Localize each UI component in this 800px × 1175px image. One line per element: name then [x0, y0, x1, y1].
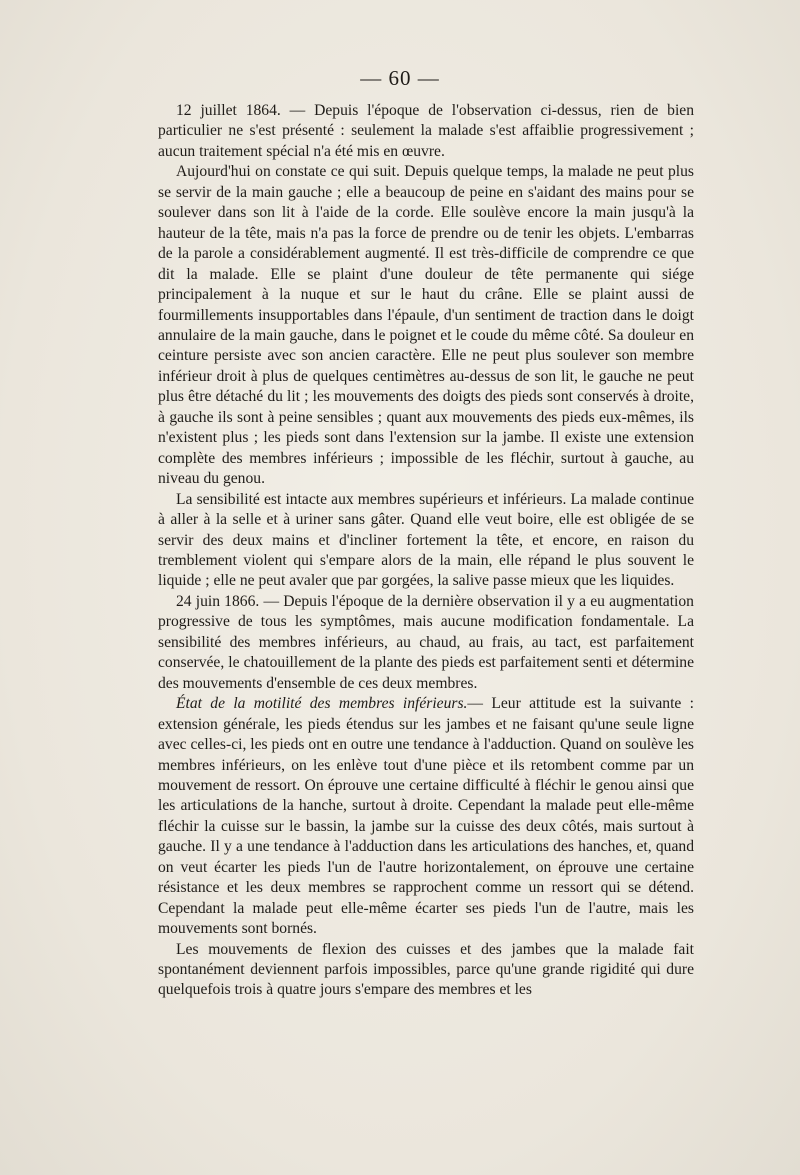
body-text	[158, 101, 694, 1001]
paragraph-entry-1864	[158, 101, 694, 162]
entry-date-1866: 24 juin 1866.	[176, 592, 260, 610]
paragraph-text: — Depuis l'époque de la dernière observation il y a eu augmentation progressive de tous les symptômes, mais aucune modification fondamentale. La sensibilité des membres inférieurs, au chaud, au frais, au tact, est parfaitement conservée, le chatouillement de la plante des pieds est parfaitement senti et détermine des mouvements d'ensemble de ces deux membres.	[158, 592, 694, 692]
paragraph-entry-1866	[158, 592, 694, 694]
paragraph-text: La sensibilité est intacte aux membres supérieurs et inférieurs. La malade continue à aller à la selle et à uriner sans gâter. Quand elle veut boire, elle est obligée de se servir des deux mains et d'incliner fortement la tête, et encore, en raison du tremblement violent qui s'empare alors de la main, elle répand le plus souvent le liquide ; elle ne peut avaler que par gorgées, la salive passe mieux que les liquides.	[158, 490, 694, 590]
entry-date-1864: 12 juillet 1864.	[176, 102, 281, 119]
paragraph-flexion	[158, 940, 694, 1001]
paragraph-text: — Depuis l'époque de l'observation ci-dessus, rien de bien particulier ne s'est présenté : seulement la malade s'est affaiblie progressivement ; aucun traitement spécial n'a été mis en œuvre.	[158, 102, 694, 160]
section-heading-motility: État de la motilité des membres inférieurs.	[176, 695, 468, 713]
paragraph-text: Les mouvements de flexion des cuisses et des jambes que la malade fait spontanément deviennent parfois impossibles, parce qu'une grande rigidité qui dure quelquefois trois à quatre jours s'empare des membres et les	[158, 940, 694, 999]
paragraph-text: Aujourd'hui on constate ce qui suit. Depuis quelque temps, la malade ne peut plus se servir de la main gauche ; elle a beaucoup de peine en s'aidant des mains pour se soulever dans son lit à l'aide de la corde. Elle soulève encore la main jusqu'à la hauteur de la tête, mais n'a pas la force de prendre ou de tenir les objets. L'embarras de la parole a considérablement augmenté. Il est très-difficile de comprendre ce que dit la malade. Elle se plaint d'une douleur de tête permanente qui siége principalement à la nuque et sur le haut du crâne. Elle se plaint aussi de fourmillements insupportables dans l'épaule, d'un sentiment de traction dans le doigt annulaire de la main gauche, dans le poignet et le coude du même côté. Sa douleur en ceinture persiste avec son ancien caractère. Elle ne peut plus soulever son membre inférieur droit à plus de quelques centimètres au-dessus de son lit, le gauche ne peut plus être détaché du lit ; les mouvements des doigts des pieds sont conservés à droite, à gauche ils sont à peine sensibles ; quant aux mouvements des pieds eux-mêmes, ils n'existent plus ; les pieds sont dans l'extension sur la jambe. Il existe une extension complète des membres inférieurs ; impossible de les fléchir, surtout à gauche, au niveau du genou.	[158, 163, 694, 488]
paragraph-motility	[158, 694, 694, 939]
page-number: — 60 —	[360, 66, 440, 90]
paragraph-sensibility	[158, 490, 694, 592]
paragraph-current-state	[158, 162, 694, 489]
paragraph-text: — Leur attitude est la suivante : extension générale, les pieds étendus sur les jambes et ne faisant qu'une seule ligne avec celles-ci, les pieds ont en outre une tendance à l'adduction. Quand on soulève les membres inférieurs, on les enlève tout d'une pièce et ils retombent comme par un mouvement de ressort. On éprouve une certaine difficulté à fléchir le genou ainsi que les articulations de la hanche, surtout à droite. Cependant la malade peut elle-même fléchir la cuisse sur le bassin, la jambe sur la cuisse des deux côtés, mais surtout à gauche. Il y a une tendance à l'adduction dans les articulations des hanches, et, quand on veut écarter les pieds l'un de l'autre horizontalement, on éprouve une certaine résistance et les deux membres se rapprochent comme un ressort qui se détend. Cependant la malade peut elle-même écarter ses pieds l'un de l'autre, mais les mouvements sont bornés.	[158, 695, 694, 938]
